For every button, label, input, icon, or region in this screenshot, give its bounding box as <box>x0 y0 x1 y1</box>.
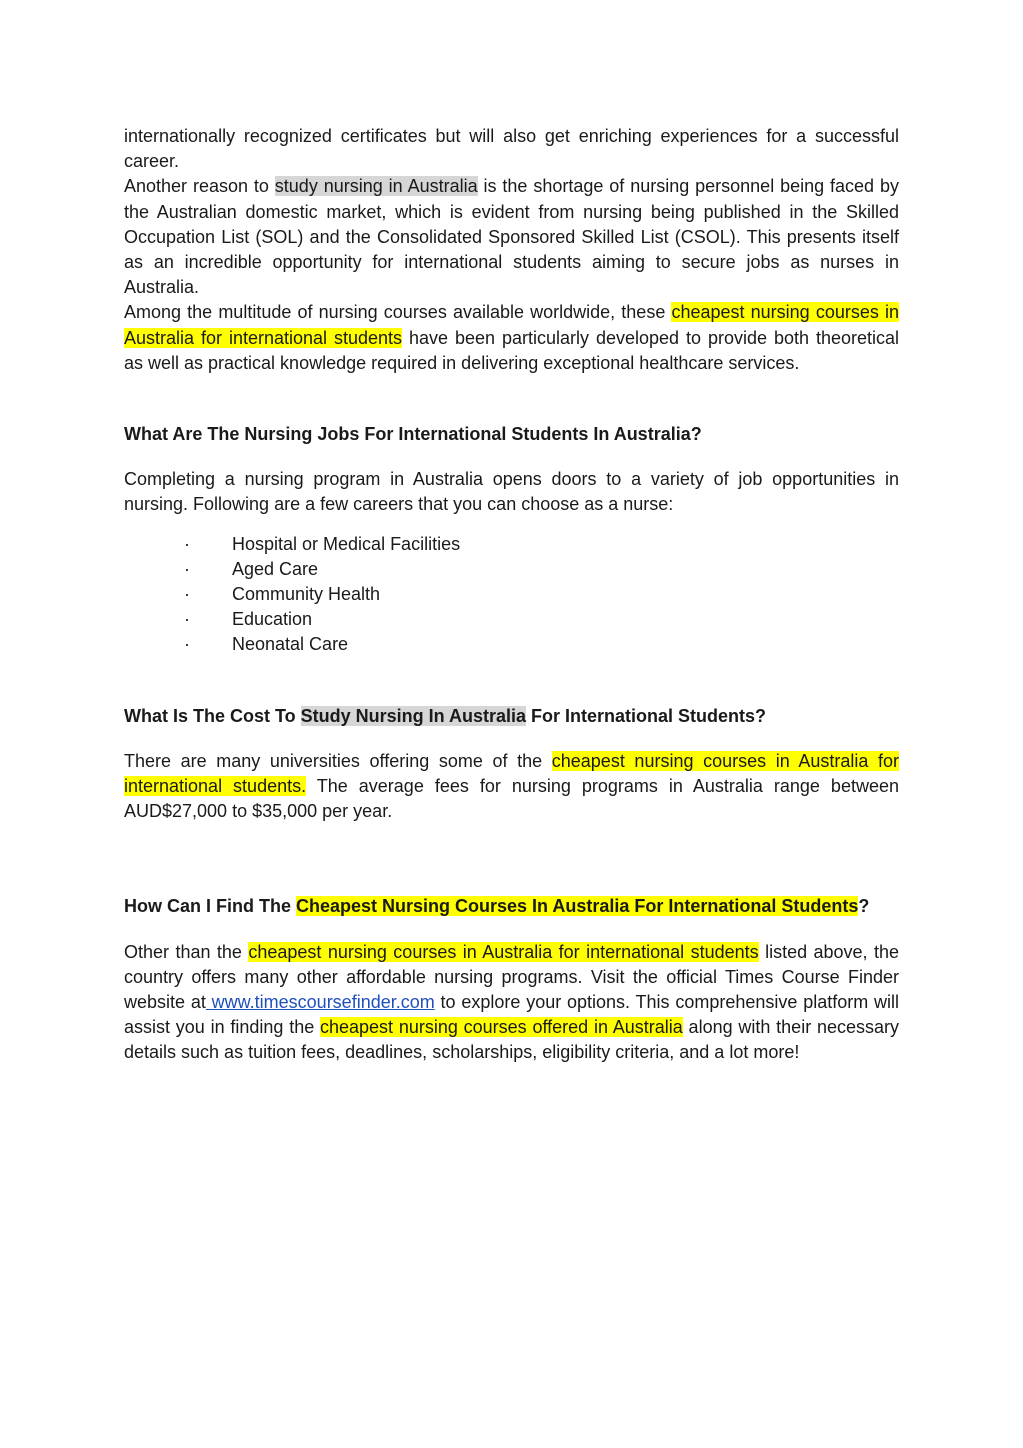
intro-paragraph-1 <box>124 124 899 174</box>
list-item-label: Hospital or Medical Facilities <box>232 533 461 554</box>
cost-p-highlight: cheapest nursing courses in Australia for international students. <box>124 750 900 797</box>
intro-p3-post: have been particularly developed to provide both theoretical as well as practical knowledge required in delivering exceptional healthcare services. <box>124 327 899 373</box>
find-p-d: along with their necessary details such as tuition fees, deadlines, scholarships, eligibility criteria, and a lot more! <box>124 1017 899 1063</box>
jobs-heading: What Are The Nursing Jobs For International Students In Australia? <box>124 424 702 445</box>
bullet-icon: · <box>184 609 190 630</box>
intro-p2-highlight: study nursing in Australia <box>274 176 478 197</box>
find-heading-post: ? <box>858 896 870 917</box>
find-p-highlight-1: cheapest nursing courses in Australia for international students <box>248 941 759 962</box>
list-item <box>184 557 899 582</box>
find-heading-pre: How Can I Find The <box>124 896 296 917</box>
list-item-label: Community Health <box>232 584 381 605</box>
find-heading <box>124 894 899 919</box>
intro-paragraph-2 <box>124 174 899 300</box>
intro-p1-text: internationally recognized certificates but will also get enriching experiences for a successful career. <box>124 126 899 172</box>
list-item-label: Aged Care <box>232 558 319 579</box>
bullet-icon: · <box>184 558 190 579</box>
intro-p3-highlight: cheapest nursing courses in Australia for international students <box>124 302 899 348</box>
list-item-label: Neonatal Care <box>232 634 349 655</box>
find-paragraph <box>124 940 899 1066</box>
cost-paragraph <box>124 749 899 825</box>
timescoursefinder-link[interactable]: www.timescoursefinder.com <box>205 992 435 1013</box>
find-p-a: Other than the <box>124 941 249 962</box>
list-item <box>184 532 899 557</box>
bullet-icon: · <box>184 533 190 554</box>
intro-p2-pre: Another reason to <box>124 176 275 197</box>
list-item <box>184 607 899 632</box>
cost-heading-post: For International Students? <box>526 705 767 726</box>
list-item-label: Education <box>232 609 313 630</box>
cost-p-post: The average fees for nursing programs in Australia range between AUD$27,000 to $35,000 per year. <box>124 776 899 822</box>
jobs-paragraph: Completing a nursing program in Australia opens doors to a variety of job opportunities in nursing. Following are a few careers that you can choose as a nurse: <box>124 469 899 515</box>
find-p-c: to explore your options. This comprehensive platform will assist you in finding the <box>124 992 900 1038</box>
cost-heading-pre: What Is The Cost To <box>124 705 301 726</box>
cost-heading-highlight: Study Nursing In Australia <box>300 705 527 726</box>
intro-p3-pre: Among the multitude of nursing courses available worldwide, these <box>124 302 672 323</box>
intro-p2-post: is the shortage of nursing personnel being faced by the Australian domestic market, which is evident from nursing being published in the Skilled Occupation List (SOL) and the Consolidated Sponsored Skilled List (CSOL). This presents itself as an incredible opportunity for international students aiming to secure jobs as nurses in Australia. <box>124 176 899 298</box>
list-item <box>184 632 899 657</box>
find-p-highlight-2: cheapest nursing courses offered in Australia <box>320 1017 683 1038</box>
bullet-icon: · <box>184 634 190 655</box>
find-p-b: listed above, the country offers many other affordable nursing programs. Visit the official Times Course Finder website at <box>124 941 900 1013</box>
document-body <box>124 124 899 1066</box>
intro-paragraph-3 <box>124 300 899 376</box>
cost-p-pre: There are many universities offering some of the <box>124 750 552 771</box>
find-heading-highlight: Cheapest Nursing Courses In Australia For International Students <box>296 896 859 917</box>
list-item <box>184 582 899 607</box>
careers-list <box>124 532 899 658</box>
cost-heading <box>124 704 899 729</box>
bullet-icon: · <box>184 584 190 605</box>
